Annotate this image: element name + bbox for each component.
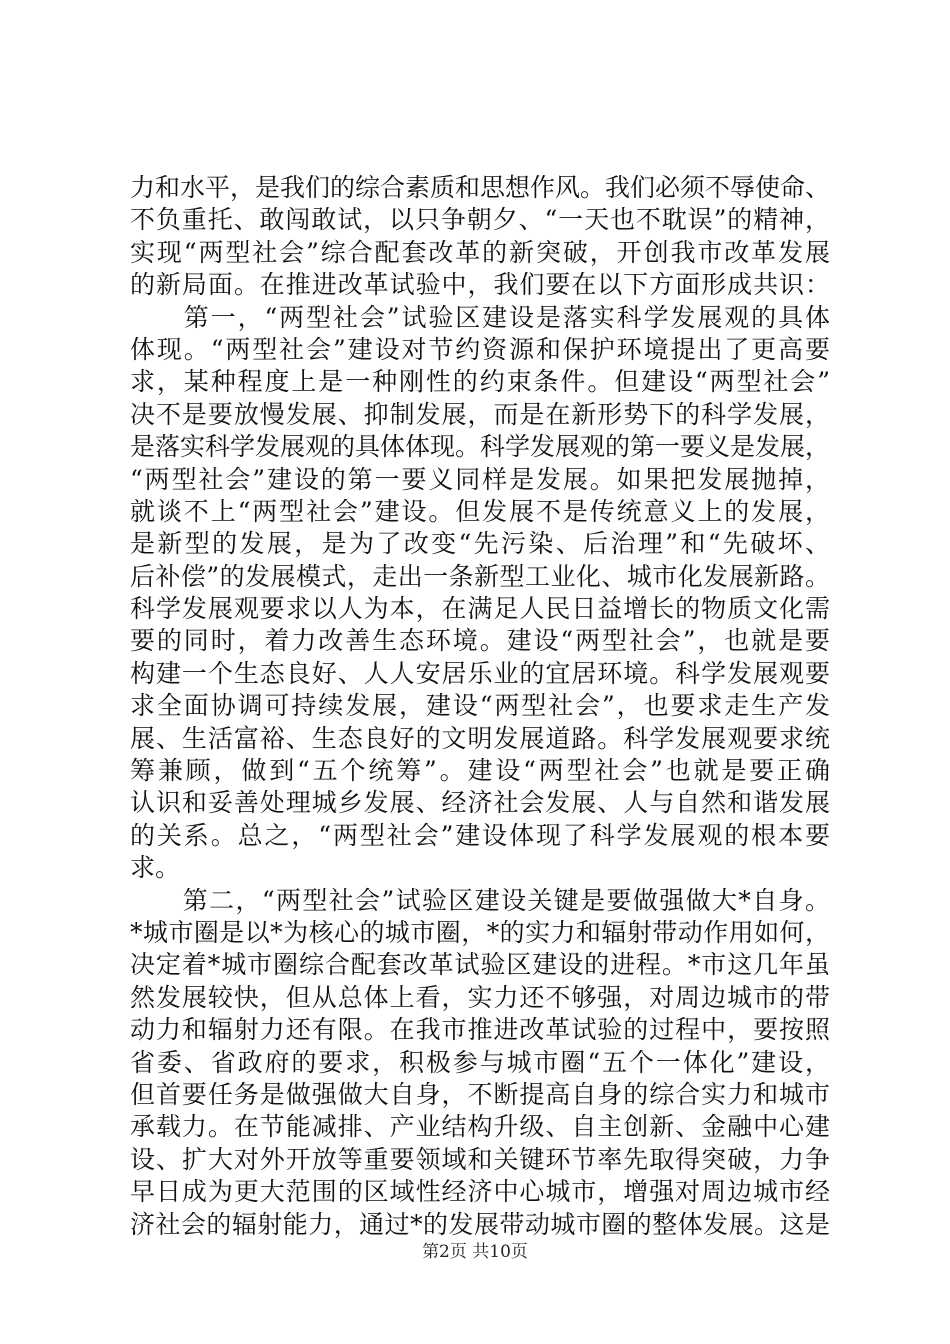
text-line: 实现“两型社会”综合配套改革的新突破，开创我市改革发展 bbox=[130, 237, 830, 267]
text-line: 求全面协调可持续发展，建设“两型社会”，也要求走生产发 bbox=[130, 691, 830, 721]
text-line: 但首要任务是做强做大自身，不断提高自身的综合实力和城市 bbox=[130, 1079, 830, 1109]
text-line: 后补偿”的发展模式，走出一条新型工业化、城市化发展新路。 bbox=[130, 561, 830, 591]
text-line: 筹兼顾，做到“五个统筹”。建设“两型社会”也就是要正确 bbox=[130, 756, 830, 786]
text-line: 的新局面。在推进改革试验中，我们要在以下方面形成共识： bbox=[130, 270, 830, 300]
text-line: 求，某种程度上是一种刚性的约束条件。但建设“两型社会” bbox=[130, 367, 830, 397]
text-line: 决不是要放慢发展、抑制发展，而是在新形势下的科学发展， bbox=[130, 399, 830, 429]
text-line: 要的同时，着力改善生态环境。建设“两型社会”，也就是要 bbox=[130, 626, 830, 656]
text-line: 济社会的辐射能力，通过*的发展带动城市圈的整体发展。这是 bbox=[130, 1209, 830, 1239]
paragraph-first-line: 第二，“两型社会”试验区建设关键是要做强做大*自身。 bbox=[130, 885, 830, 915]
text-line: 决定着*城市圈综合配套改革试验区建设的进程。*市这几年虽 bbox=[130, 950, 830, 980]
text-line: 科学发展观要求以人为本，在满足人民日益增长的物质文化需 bbox=[130, 594, 830, 624]
text-line: 是落实科学发展观的具体体现。科学发展观的第一要义是发展， bbox=[130, 432, 831, 462]
text-line: “两型社会”建设的第一要义同样是发展。如果把发展抛掉， bbox=[130, 464, 830, 494]
text-line: 不负重托、敢闯敢试，以只争朝夕、“一天也不耽误”的精神， bbox=[130, 205, 830, 235]
text-line: 承载力。在节能减排、产业结构升级、自主创新、金融中心建 bbox=[130, 1112, 830, 1142]
text-line: 力和水平，是我们的综合素质和思想作风。我们必须不辱使命、 bbox=[130, 173, 831, 202]
paragraph-first-line: 第一，“两型社会”试验区建设是落实科学发展观的具体 bbox=[130, 302, 830, 332]
body-text bbox=[130, 172, 830, 1241]
text-line: 体现。“两型社会”建设对节约资源和保护环境提出了更高要 bbox=[130, 334, 830, 364]
text-line: *城市圈是以*为核心的城市圈，*的实力和辐射带动作用如何， bbox=[130, 917, 830, 947]
text-line: 设、扩大对外开放等重要领域和关键环节率先取得突破，力争 bbox=[130, 1144, 830, 1174]
text-line: 就谈不上“两型社会”建设。但发展不是传统意义上的发展， bbox=[130, 496, 830, 526]
text-line: 展、生活富裕、生态良好的文明发展道路。科学发展观要求统 bbox=[130, 723, 830, 753]
page-number-footer: 第2页 共10页 bbox=[422, 1242, 528, 1262]
text-line: 是新型的发展，是为了改变“先污染、后治理”和“先破坏、 bbox=[130, 529, 830, 559]
text-line: 省委、省政府的要求，积极参与城市圈“五个一体化”建设， bbox=[130, 1047, 830, 1077]
text-line: 的关系。总之，“两型社会”建设体现了科学发展观的根本要 bbox=[130, 820, 830, 850]
text-line: 构建一个生态良好、人人安居乐业的宜居环境。科学发展观要 bbox=[130, 658, 830, 688]
paragraph-last-line: 求。 bbox=[130, 853, 181, 883]
text-line: 动力和辐射力还有限。在我市推进改革试验的过程中，要按照 bbox=[130, 1015, 830, 1045]
text-line: 认识和妥善处理城乡发展、经济社会发展、人与自然和谐发展 bbox=[130, 788, 830, 818]
text-line: 早日成为更大范围的区域性经济中心城市，增强对周边城市经 bbox=[130, 1177, 830, 1207]
text-line: 然发展较快，但从总体上看，实力还不够强，对周边城市的带 bbox=[130, 982, 830, 1012]
